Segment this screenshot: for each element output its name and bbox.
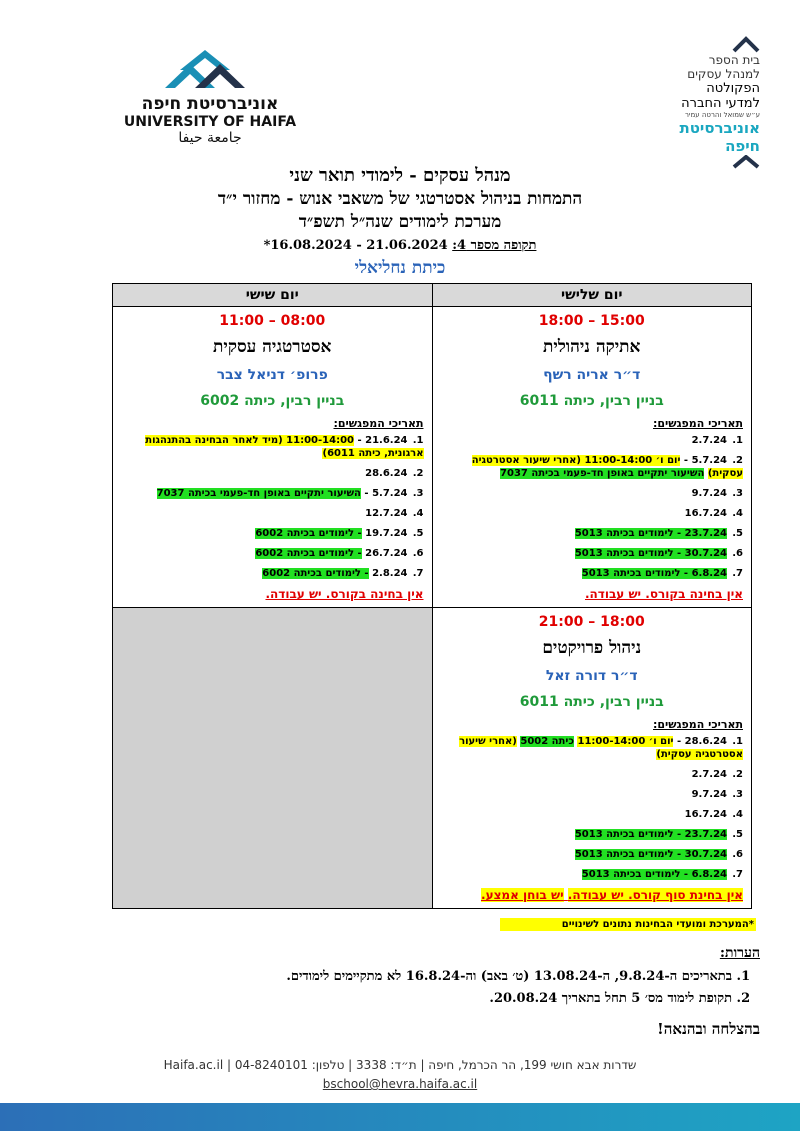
meetings-list — [441, 735, 744, 881]
list-item: 1.21.6.24 - 11:00-14:00 (מיד לאחר הבחינה בהתנהגות ארגונית, כיתה 6011) — [145, 435, 424, 459]
course-room: בניין רבין, כיתה 6011 — [519, 393, 664, 409]
note-item: 2. תקופת לימוד מס׳ 5 תחל בתאריך 20.08.24. — [60, 990, 732, 1006]
course-room: בניין רבין, כיתה 6002 — [200, 393, 345, 409]
list-item: 5.19.7.24 - לימודים בכיתה 6002 — [255, 528, 424, 539]
course-time: 15:00 – 18:00 — [538, 313, 645, 329]
course-time: 08:00 – 11:00 — [219, 313, 326, 329]
course-cell-projects — [432, 608, 752, 909]
list-item: 7.2.8.24 - לימודים בכיתה 6002 — [262, 568, 424, 579]
exam-note: אין בחינת סוף קורס. יש עבודה. יש בוחן אמצע. — [481, 888, 743, 902]
school-line1: בית הספר — [708, 53, 760, 67]
course-time: 18:00 – 21:00 — [538, 614, 645, 630]
title-line3: מערכת לימודים שנה״ל תשפ״ד — [298, 212, 502, 232]
list-item: 6.30.7.24 - לימודים בכיתה 5013 — [574, 548, 743, 559]
course-cell-strategy — [113, 307, 433, 608]
chevron-up-icon — [732, 35, 760, 53]
list-item: 3.5.7.24 - השיעור יתקיים באופן חד-פעמי בכיתה 7037 — [156, 488, 424, 499]
faculty-line2: למדעי החברה — [681, 96, 760, 111]
notes-title: הערות: — [719, 945, 760, 961]
list-item: 2.2.7.24 — [691, 769, 743, 780]
schedule-table — [112, 283, 752, 909]
univ-name-ar: جامعة حيفا — [178, 130, 242, 146]
university-logo-icon — [120, 50, 300, 90]
list-item: 1.28.6.24 - יום ו׳ 11:00-14:00 כיתה 5002 (אחרי שיעור אסטרטגיה עסקית) — [459, 736, 743, 760]
course-lecturer: ד״ר אריה רשף — [543, 367, 641, 383]
univ-name-he: אוניברסיטת חיפה — [141, 94, 279, 114]
list-item: 5.23.7.24 - לימודים בכיתה 5013 — [574, 528, 743, 539]
closing-text: בהצלחה ובהנאה! — [657, 1020, 760, 1038]
list-item: 5.23.7.24 - לימודים בכיתה 5013 — [574, 829, 743, 840]
list-item: 4.12.7.24 — [365, 508, 424, 519]
class-name: כיתת נחליאלי — [354, 258, 446, 278]
list-item: 6.26.7.24 - לימודים בכיתה 6002 — [255, 548, 424, 559]
footer-address: שדרות אבא חושי 199, הר הכרמל, חיפה | ת״ד: 3338 | טלפון: 04-8240101 | Haifa.ac.il — [163, 1058, 637, 1072]
course-cell-ethics — [432, 307, 752, 608]
exam-note: אין בחינה בקורס. יש עבודה. — [584, 587, 743, 601]
list-item: 4.16.7.24 — [684, 809, 743, 820]
notes-section — [60, 945, 760, 1012]
title-line1: מנהל עסקים - לימודי תואר שני — [289, 165, 511, 186]
day-header-tuesday: יום שלישי — [432, 284, 752, 307]
period-label: תקופה מספר 4: — [452, 238, 537, 253]
title-line2: התמחות בניהול אסטרטגי של משאבי אנוש - מחזור י״ד — [217, 189, 583, 209]
course-name: אסטרטגיה עסקית — [213, 337, 332, 357]
faculty-line3: ע״ש שמואל והרטה עמיר — [684, 111, 760, 119]
list-item: 7.6.8.24 - לימודים בכיתה 5013 — [581, 568, 743, 579]
empty-cell — [113, 608, 433, 909]
school-logo — [600, 35, 760, 169]
teal-line1: אוניברסיטת — [679, 119, 760, 137]
university-logo — [120, 50, 300, 146]
list-item: 2.28.6.24 — [365, 468, 424, 479]
footer-band — [0, 1103, 800, 1131]
faculty-line1: הפקולטה — [706, 81, 760, 96]
list-item: 4.16.7.24 — [684, 508, 743, 519]
course-lecturer: ד״ר דורה זאל — [545, 668, 638, 684]
period-dates: 21.06.2024 - 16.08.2024* — [263, 238, 448, 253]
school-line2: למנהל עסקים — [687, 67, 760, 81]
footnote: *המערכת ומועדי הבחינות נתונים לשינויים — [500, 918, 756, 931]
list-item: 3.9.7.24 — [691, 789, 743, 800]
list-item: 7.6.8.24 - לימודים בכיתה 5013 — [581, 869, 743, 880]
list-item: 6.30.7.24 - לימודים בכיתה 5013 — [574, 849, 743, 860]
meetings-title: תאריכי המפגשים: — [653, 417, 743, 430]
footer-email-link[interactable]: bschool@hevra.haifa.ac.il — [322, 1077, 478, 1091]
meetings-title: תאריכי המפגשים: — [333, 417, 424, 430]
period-line — [0, 237, 800, 253]
list-item: 2.5.7.24 - יום ו׳ 11:00-14:00 (אחרי שיעור אסטרטגיה עסקית) השיעור יתקיים באופן חד-פעמי בכיתה 7037 — [471, 455, 743, 479]
note-item: 1. בתאריכים ה-9.8.24, ה-13.08.24 (ט׳ באב) וה-16.8.24 לא מתקיימים לימודים. — [60, 968, 732, 984]
list-item: 3.9.7.24 — [691, 488, 743, 499]
teal-line2: חיפה — [725, 137, 760, 155]
univ-name-en: UNIVERSITY OF HAIFA — [123, 114, 297, 130]
day-header-friday: יום שישי — [113, 284, 433, 307]
exam-note: אין בחינה בקורס. יש עבודה. — [265, 587, 424, 601]
course-lecturer: פרופ׳ דניאל צבר — [216, 367, 328, 383]
meetings-title: תאריכי המפגשים: — [653, 718, 743, 731]
course-room: בניין רבין, כיתה 6011 — [519, 694, 664, 710]
meetings-list — [441, 434, 744, 580]
meetings-list — [121, 434, 424, 580]
course-name: ניהול פרויקטים — [542, 638, 642, 658]
course-name: אתיקה ניהולית — [543, 337, 641, 357]
list-item: 1.2.7.24 — [691, 435, 743, 446]
